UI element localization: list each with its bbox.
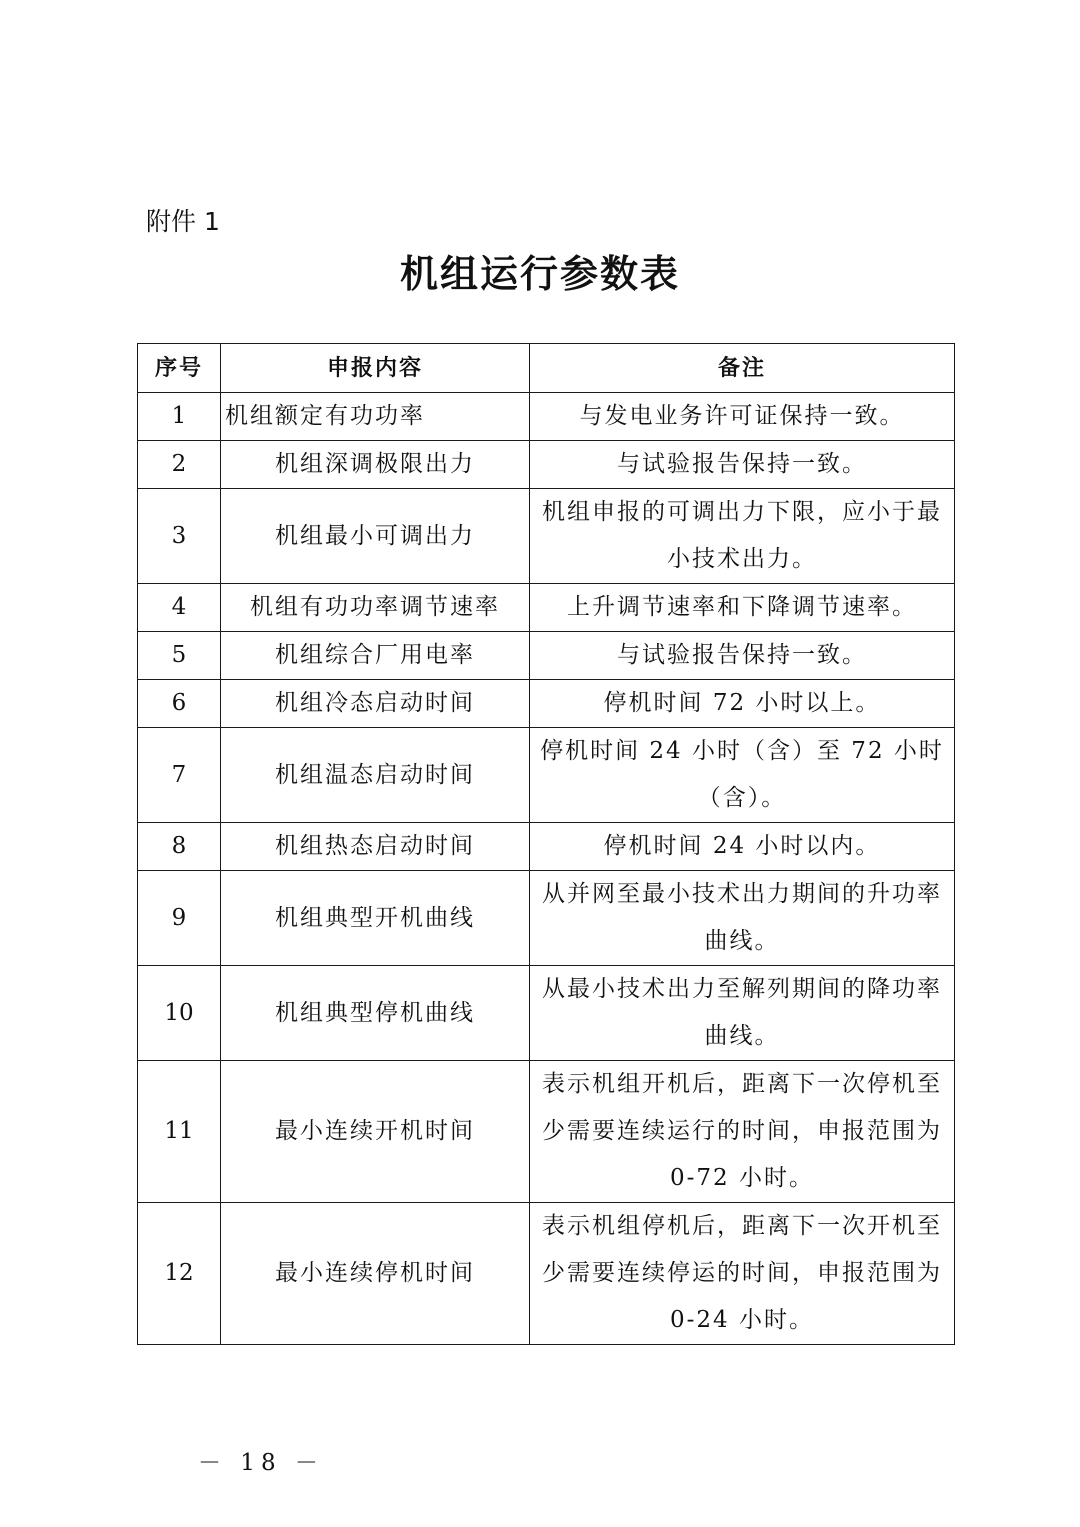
row-no: 8 [138,823,221,871]
row-item: 机组冷态启动时间 [221,680,530,728]
row-note: 从最小技术出力至解列期间的降功率曲线。 [530,966,955,1061]
table-header [138,344,955,393]
table-row [138,966,955,1061]
row-no: 5 [138,632,221,680]
parameter-table [137,343,955,1345]
row-note: 与试验报告保持一致。 [530,441,955,489]
row-no: 4 [138,584,221,632]
row-item: 机组额定有功功率 [221,393,530,441]
row-note: 停机时间 72 小时以上。 [530,680,955,728]
row-item: 机组最小可调出力 [221,489,530,584]
row-item: 机组有功功率调节速率 [221,584,530,632]
row-note: 上升调节速率和下降调节速率。 [530,584,955,632]
row-no: 1 [138,393,221,441]
page-title: 机组运行参数表 [399,252,680,296]
header-item: 申报内容 [221,344,530,393]
table-row [138,489,955,584]
row-note: 停机时间 24 小时以内。 [530,823,955,871]
row-note: 与试验报告保持一致。 [530,632,955,680]
row-note: 停机时间 24 小时（含）至 72 小时（含）。 [530,728,955,823]
table-row [138,1061,955,1203]
table-row [138,1203,955,1345]
row-item: 机组典型开机曲线 [221,871,530,966]
table-row [138,441,955,489]
table-row [138,823,955,871]
table-row [138,680,955,728]
row-note: 机组申报的可调出力下限，应小于最小技术出力。 [530,489,955,584]
header-note: 备注 [530,344,955,393]
row-no: 11 [138,1061,221,1203]
row-note: 与发电业务许可证保持一致。 [530,393,955,441]
table-row [138,393,955,441]
row-item: 机组综合厂用电率 [221,632,530,680]
table-row [138,871,955,966]
table-row [138,728,955,823]
row-no: 2 [138,441,221,489]
table-body [138,393,955,1345]
attachment-label: 附件 1 [146,207,220,236]
row-no: 9 [138,871,221,966]
row-no: 12 [138,1203,221,1345]
row-item: 机组温态启动时间 [221,728,530,823]
page-number: － 18 － [198,1450,324,1476]
row-no: 3 [138,489,221,584]
row-item: 最小连续开机时间 [221,1061,530,1203]
row-note: 从并网至最小技术出力期间的升功率曲线。 [530,871,955,966]
header-row [138,344,955,393]
header-no: 序号 [138,344,221,393]
row-no: 10 [138,966,221,1061]
row-item: 机组典型停机曲线 [221,966,530,1061]
row-note: 表示机组停机后，距离下一次开机至少需要连续停运的时间，申报范围为 0-24 小时。 [530,1203,955,1345]
row-no: 7 [138,728,221,823]
row-item: 最小连续停机时间 [221,1203,530,1345]
row-item: 机组深调极限出力 [221,441,530,489]
table-row [138,584,955,632]
row-note: 表示机组开机后，距离下一次停机至少需要连续运行的时间，申报范围为 0-72 小时。 [530,1061,955,1203]
row-item: 机组热态启动时间 [221,823,530,871]
row-no: 6 [138,680,221,728]
table-row [138,632,955,680]
